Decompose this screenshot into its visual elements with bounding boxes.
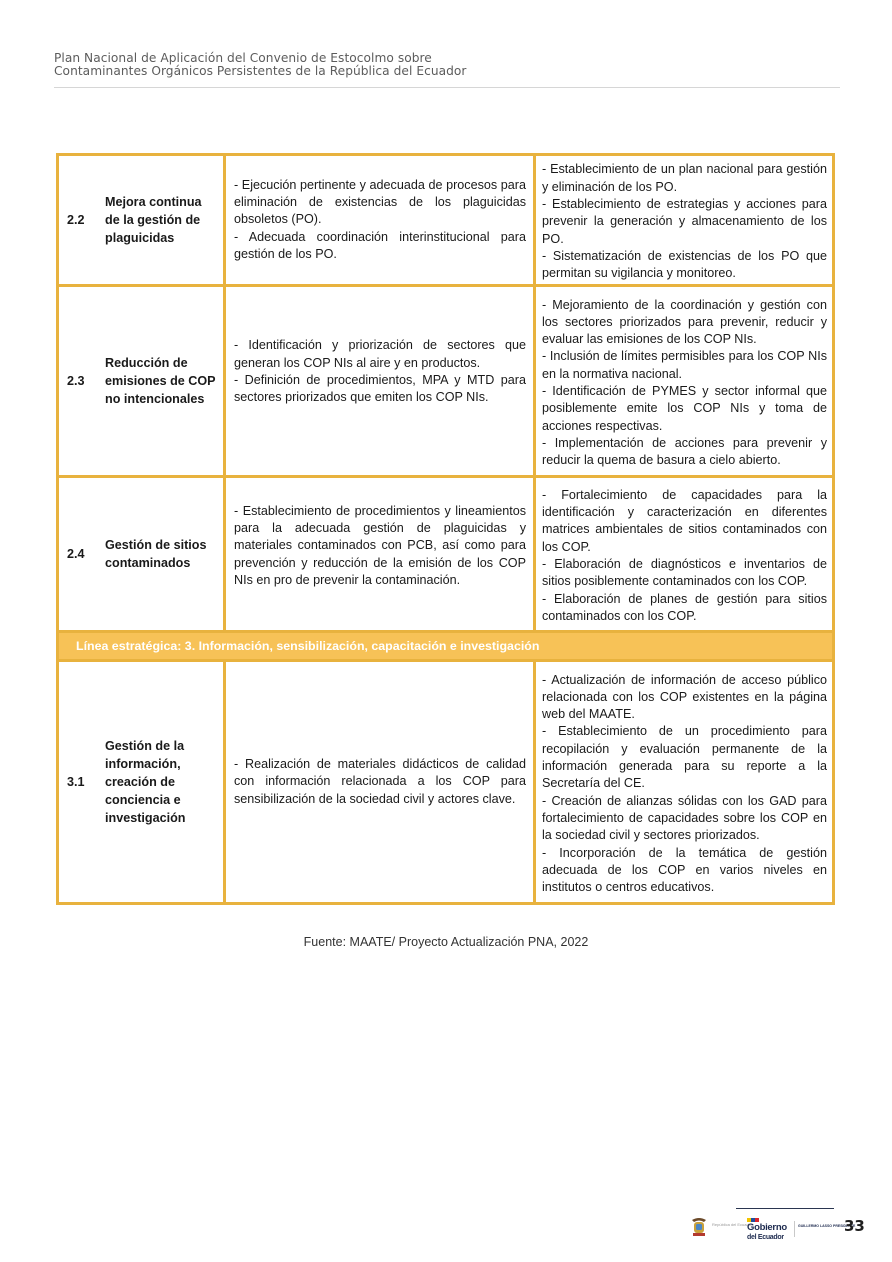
right-item: - Creación de alianzas sólidas con los GAD para fortalecimiento de capacidades sobre los COP en la sociedad civil y sectores priorizados. [542, 793, 827, 843]
right-item: - Elaboración de planes de gestión para sitios contaminados con los COP. [542, 591, 827, 623]
row-number: 3.1 [58, 661, 106, 904]
right-cell [535, 477, 834, 632]
middle-item: - Definición de procedimientos, MPA y MTD para sectores priorizados que emiten los COP NIs. [234, 373, 526, 405]
right-item: - Establecimiento de un plan nacional para gestión y eliminación de los PO. [542, 162, 827, 194]
strategic-line-label: Línea estratégica: 3. Información, sensibilización, capacitación e investigación [58, 632, 834, 661]
strategic-line-header [58, 632, 834, 661]
right-cell [535, 661, 834, 904]
right-item: - Implementación de acciones para prevenir y reducir la quema de basura a cielo abierto. [542, 435, 827, 468]
middle-cell [225, 477, 535, 632]
ecuador-coat-of-arms-icon [690, 1216, 708, 1238]
row-name: Gestión de sitios contaminados [105, 477, 225, 632]
middle-cell [225, 286, 535, 477]
middle-item: - Ejecución pertinente y adecuada de procesos para eliminación de existencias de los plaguicidas obsoletos (PO). [234, 177, 526, 227]
gobierno-text-line-2: del Ecuador [747, 1234, 784, 1241]
footer-rule [736, 1208, 834, 1209]
right-item: - Establecimiento de un procedimiento para recopilación y evaluación permanente de la información generada para su reporte a la Secretaría del CE. [542, 724, 827, 791]
right-cell [535, 155, 834, 286]
row-name: Mejora continua de la gestión de plaguicidas [105, 155, 225, 286]
right-item: - Sistematización de existencias de los PO que permitan su vigilancia y monitoreo. [542, 248, 827, 281]
row-number: 2.4 [58, 477, 106, 632]
table-row [58, 477, 834, 632]
header-title-line-2: Contaminantes Orgánicos Persistentes de la República del Ecuador [54, 64, 467, 78]
row-number: 2.2 [58, 155, 106, 286]
right-item: - Inclusión de límites permisibles para los COP NIs en la normativa nacional. [542, 349, 827, 381]
page-footer [690, 1208, 870, 1244]
middle-cell [225, 155, 535, 286]
logo-divider [794, 1221, 795, 1237]
table-source-caption: Fuente: MAATE/ Proyecto Actualización PNA, 2022 [303, 935, 589, 949]
table-row [58, 155, 834, 286]
middle-item: - Adecuada coordinación interinstitucional para gestión de los PO. [234, 229, 526, 261]
presidente-text: GUILLERMO LASSO PRESIDENTE [798, 1224, 856, 1228]
strategy-table [56, 153, 835, 905]
middle-item: - Establecimiento de procedimientos y lineamientos para la adecuada gestión de plaguicidas y materiales contaminados con PCB, así como para prevención y reducción de la emisión de los COP NIs en pro de prevenir la contaminación. [234, 503, 526, 587]
right-item: - Mejoramiento de la coordinación y gestión con los sectores priorizados para prevenir, reducir y evaluar las emisiones de los COP NIs. [542, 297, 827, 347]
row-name: Gestión de la información, creación de conciencia e investigación [105, 661, 225, 904]
right-cell [535, 286, 834, 477]
table-row [58, 661, 834, 904]
right-item: - Establecimiento de estrategias y acciones para prevenir la generación y almacenamiento de los PO. [542, 197, 827, 246]
right-item: - Incorporación de la temática de gestión adecuada de los COP en varios niveles en institutos o centros educativos. [542, 845, 827, 895]
middle-item: - Identificación y priorización de sectores que generan los COP NIs al aire y en productos. [234, 338, 526, 370]
gobierno-text-line-1: Gobierno [747, 1222, 787, 1233]
republica-logo-text: República del Ecuador [712, 1222, 753, 1227]
gobierno-logo [747, 1218, 787, 1242]
row-name: Reducción de emisiones de COP no intencionales [105, 286, 225, 477]
page-number: 33 [844, 1217, 865, 1235]
right-item: - Fortalecimiento de capacidades para la identificación y caracterización en diferentes matrices ambientales de sitios contaminados con los COP. [542, 487, 827, 554]
header-title-line-1: Plan Nacional de Aplicación del Convenio de Estocolmo sobre [54, 51, 432, 65]
running-header [54, 52, 840, 88]
middle-cell [225, 661, 535, 904]
table-row [58, 286, 834, 477]
right-item: - Elaboración de diagnósticos e inventarios de sitios posiblemente contaminados con los COP. [542, 557, 827, 589]
row-number: 2.3 [58, 286, 106, 477]
right-item: - Identificación de PYMES y sector informal que posiblemente emite los COP NIs y toma de acciones respectivas. [542, 384, 827, 433]
right-item: - Actualización de información de acceso público relacionada con los COP existentes en la página web del MAATE. [542, 672, 827, 722]
middle-item: - Realización de materiales didácticos de calidad con información relacionada a los COP para sensibilización de la sociedad civil y actores clave. [234, 757, 526, 806]
